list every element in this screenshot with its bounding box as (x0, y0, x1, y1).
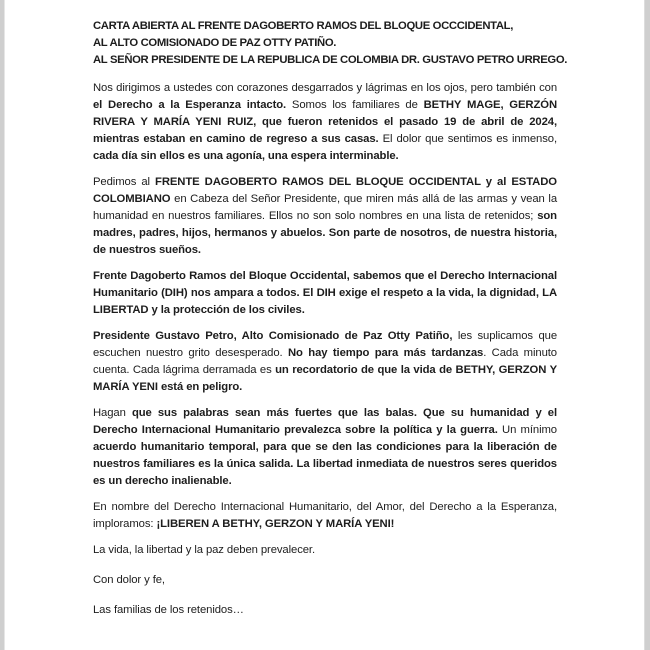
text-segment: . Cada minuto cuenta. Cada lágrima derramada es (93, 347, 557, 376)
text-segment: Un mínimo (497, 424, 557, 436)
text-segment: que sus palabras sean más fuertes que las balas. Que su humanidad y el Derecho Internacional Humanitario prevalezca sobre la política y la guerra. (93, 407, 558, 436)
text-segment: BETHY MAGE, GERZÓN RIVERA Y MARÍA YENI RUIZ, que fueron retenidos el pasado 19 de abril de 2024, mientras estaban en camino de regreso a sus casas. (93, 99, 558, 145)
letter-page (4, 0, 645, 650)
text-segment: en Cabeza del Señor Presidente, que miren más allá de las armas y vean la humanidad en nuestros familiares. Ellos no son solo nombres en una lista de retenidos; (93, 193, 557, 222)
paragraph (93, 542, 557, 559)
text-segment: El dolor que sentimos es inmenso, (378, 133, 558, 145)
text-segment: Con dolor y fe, (93, 574, 165, 586)
text-segment: son madres, padres, hijos, hermanos y abuelos. Son parte de nosotros, de nuestra historia, de nuestros sueños. (93, 210, 557, 256)
text-segment: Frente Dagoberto Ramos del Bloque Occidental, sabemos que el Derecho Internacional Humanitario (DIH) nos ampara a todos. El DIH exige el respeto a la vida, la dignidad, LA LIBERTAD y la protección de los civiles. (93, 270, 557, 316)
paragraph (93, 602, 557, 619)
paragraph (93, 499, 557, 533)
text-segment: No hay tiempo para más tardanzas (287, 347, 484, 359)
title-line: AL ALTO COMISIONADO DE PAZ OTTY PATIÑO. (93, 37, 337, 49)
paragraph (93, 268, 557, 319)
title-line: AL SEÑOR PRESIDENTE DE LA REPUBLICA DE COLOMBIA DR. GUSTAVO PETRO URREGO. (93, 54, 568, 66)
letter-title (93, 18, 568, 69)
paragraph (93, 328, 557, 396)
text-segment: ¡LIBEREN A BETHY, GERZON Y MARÍA YENI! (156, 518, 395, 530)
text-segment: Presidente Gustavo Petro, Alto Comisionado de Paz Otty Patiño, (93, 330, 453, 342)
text-segment: La vida, la libertad y la paz deben prevalecer. (93, 544, 316, 556)
title-line: CARTA ABIERTA AL FRENTE DAGOBERTO RAMOS DEL BLOQUE OCCCIDENTAL, (93, 20, 513, 32)
text-segment: Las familias de los retenidos… (93, 604, 244, 616)
text-segment: Pedimos al (93, 176, 156, 188)
text-segment: Nos dirigimos a ustedes con corazones desgarrados y lágrimas en los ojos, pero también con (93, 82, 557, 94)
text-segment: FRENTE DAGOBERTO RAMOS DEL BLOQUE OCCIDENTAL y al ESTADO COLOMBIANO (93, 176, 557, 205)
text-segment: cada día sin ellos es una agonía, una espera interminable. (93, 150, 399, 162)
letter-content (93, 18, 568, 632)
paragraph (93, 572, 557, 589)
text-segment: acuerdo humanitario temporal, para que se den las condiciones para la liberación de nuestros familiares es la única salida. La libertad inmediata de nuestros seres queridos es un derecho inalienable. (93, 441, 557, 487)
text-segment: el Derecho a la Esperanza intacto. (93, 99, 287, 111)
paragraph (93, 174, 557, 259)
text-segment: les suplicamos que escuchen nuestro grito desesperado. (93, 330, 557, 359)
text-segment: En nombre del Derecho Internacional Humanitario, del Amor, del Derecho a la Esperanza, imploramos: (93, 501, 557, 530)
text-segment: Hagan (93, 407, 132, 419)
text-segment: Somos los familiares de (286, 99, 424, 111)
text-segment: un recordatorio de que la vida de BETHY, GERZON Y MARÍA YENI está en peligro. (93, 364, 557, 393)
paragraph (93, 405, 557, 490)
paragraph (93, 80, 557, 165)
letter-body (93, 80, 557, 619)
